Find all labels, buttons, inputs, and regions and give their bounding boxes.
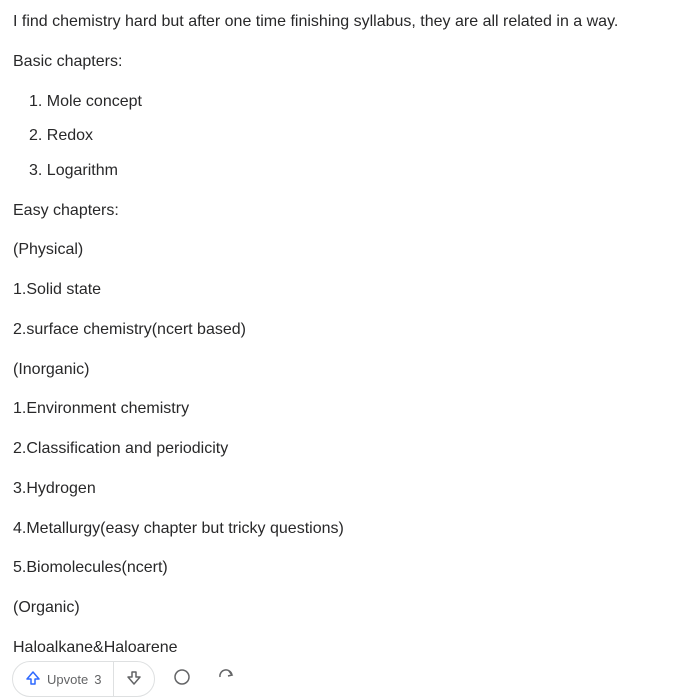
list-item: 1.Solid state bbox=[13, 281, 102, 298]
inorganic-heading: (Inorganic) bbox=[13, 361, 90, 378]
list-item: 2.surface chemistry(ncert based) bbox=[13, 321, 246, 338]
list-item: Haloalkane&Haloarene bbox=[13, 639, 178, 656]
share-button[interactable] bbox=[209, 662, 243, 696]
upvote-button[interactable] bbox=[13, 662, 113, 696]
list-item: 3. Logarithm bbox=[29, 162, 118, 179]
intro-text: I find chemistry hard but after one time finishing syllabus, they are all related in a way. bbox=[13, 13, 619, 30]
basic-heading: Basic chapters: bbox=[13, 53, 123, 70]
list-item: 5.Biomolecules(ncert) bbox=[13, 559, 168, 576]
easy-heading: Easy chapters: bbox=[13, 202, 119, 219]
list-item: 3.Hydrogen bbox=[13, 480, 96, 497]
comment-icon bbox=[172, 667, 192, 692]
list-item: 2.Classification and periodicity bbox=[13, 440, 229, 457]
list-item: 4.Metallurgy(easy chapter but tricky questions) bbox=[13, 520, 344, 537]
upvote-label: Upvote bbox=[47, 671, 89, 687]
downvote-icon bbox=[126, 670, 142, 689]
list-item: 1. Mole concept bbox=[29, 93, 142, 110]
upvote-count: 3 bbox=[94, 671, 102, 687]
upvote-icon bbox=[25, 670, 41, 689]
organic-heading: (Organic) bbox=[13, 599, 80, 616]
list-item: 2. Redox bbox=[29, 127, 94, 144]
downvote-button[interactable] bbox=[114, 662, 154, 696]
physical-heading: (Physical) bbox=[13, 241, 84, 258]
share-icon bbox=[216, 667, 236, 692]
comment-button[interactable] bbox=[165, 662, 199, 696]
answer-actions bbox=[12, 662, 243, 696]
list-item: 1.Environment chemistry bbox=[13, 400, 190, 417]
vote-pill bbox=[12, 661, 155, 697]
